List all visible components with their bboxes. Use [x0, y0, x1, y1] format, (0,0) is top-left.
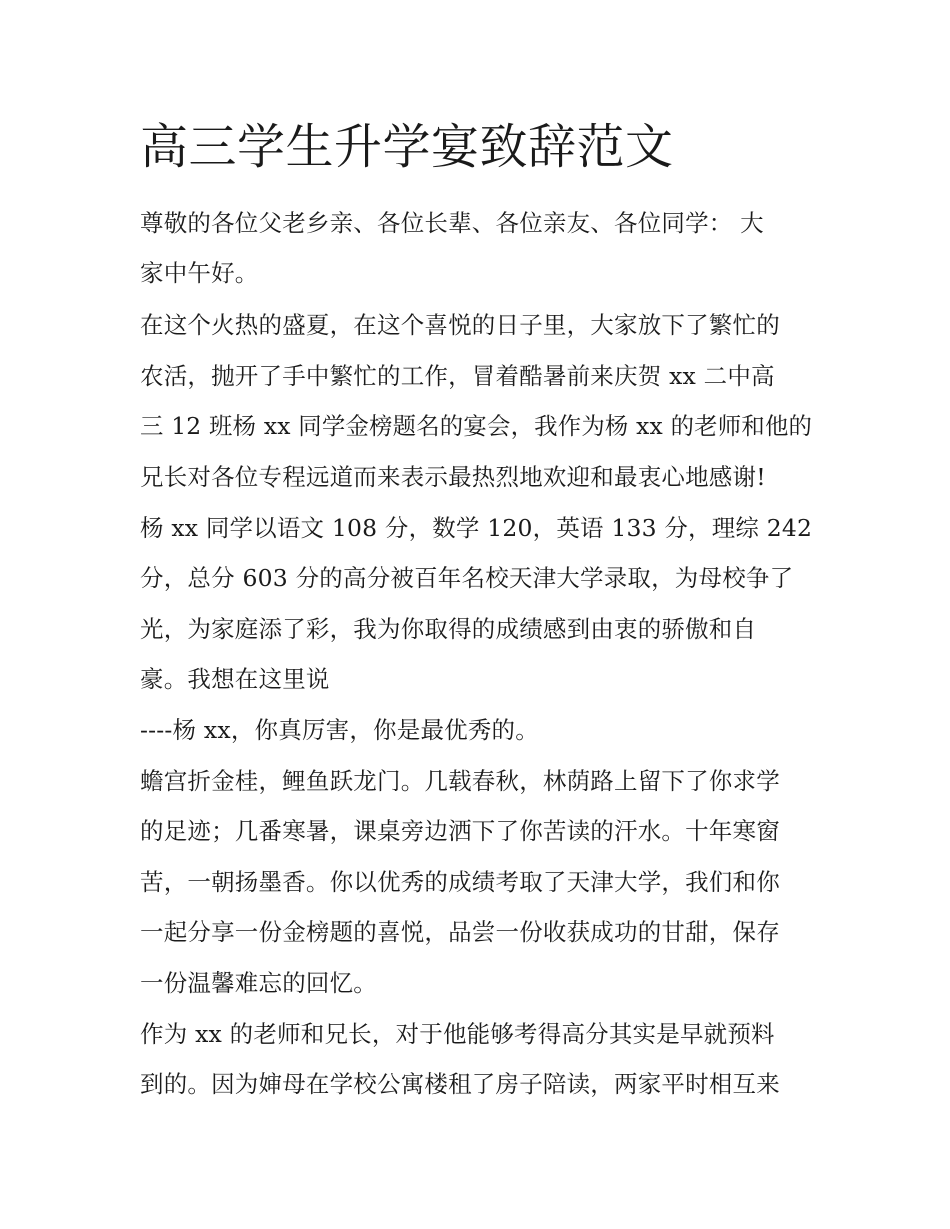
text-line: 尊敬的各位父老乡亲、各位长辈、各位亲友、各位同学： 大	[140, 209, 764, 237]
text-line: 兄长对各位专程远道而来表示最热烈地欢迎和最衷心地感谢!	[140, 463, 766, 491]
text-line: 杨 xx 同学以语文 108 分，数学 120，英语 133 分，理综 242	[140, 514, 813, 542]
text-line: 三 12 班杨 xx 同学金榜题名的宴会，我作为杨 xx 的老师和他的	[140, 412, 813, 440]
document-title: 高三学生升学宴致辞范文	[140, 119, 674, 175]
text-line: 到的。因为婶母在学校公寓楼租了房子陪读，两家平时相互来	[140, 1070, 780, 1098]
text-line: 一起分享一份金榜题的喜悦，品尝一份收获成功的甘甜，保存	[140, 918, 780, 946]
text-line: 在这个火热的盛夏，在这个喜悦的日子里，大家放下了繁忙的	[140, 311, 780, 339]
text-line: 苦，一朝扬墨香。你以优秀的成绩考取了天津大学，我们和你	[140, 868, 780, 896]
text-line: 家中午好。	[140, 259, 259, 287]
text-line: 农活，抛开了手中繁忙的工作，冒着酷暑前来庆贺 xx 二中高	[140, 362, 775, 390]
text-line: ----杨 xx，你真厉害，你是最优秀的。	[140, 716, 539, 744]
text-line: 作为 xx 的老师和兄长，对于他能够考得高分其实是早就预料	[140, 1020, 775, 1048]
text-line: 分，总分 603 分的高分被百年名校天津大学录取，为母校争了	[140, 564, 794, 592]
text-line: 一份温馨难忘的回忆。	[140, 969, 377, 997]
text-line: 的足迹；几番寒暑，课桌旁边洒下了你苦读的汗水。十年寒窗	[140, 817, 780, 845]
text-line: 豪。我想在这里说	[140, 665, 330, 693]
text-line: 光，为家庭添了彩，我为你取得的成绩感到由衷的骄傲和自	[140, 615, 757, 643]
text-line: 蟾宫折金桂，鲤鱼跃龙门。几载春秋，林荫路上留下了你求学	[140, 767, 780, 795]
